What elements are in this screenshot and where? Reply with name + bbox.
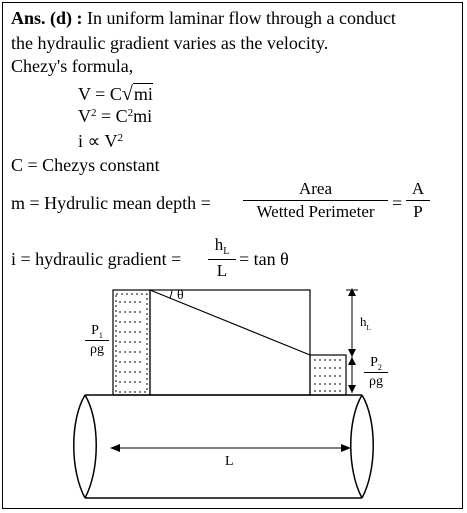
chezy-constant: C = Chezys constant xyxy=(11,155,160,175)
p1-num xyxy=(85,322,109,340)
eq2-mid: = C xyxy=(96,106,128,126)
hl-label xyxy=(360,312,371,334)
p2-over-rho-g xyxy=(364,354,388,390)
p2-sub: 2 xyxy=(377,363,382,372)
gradient-lhs: i = hydraulic gradient = xyxy=(11,249,182,269)
p2-p: P xyxy=(370,355,378,370)
hl-sub: L xyxy=(223,246,230,257)
theta-label: θ xyxy=(177,288,184,303)
radicand: mi xyxy=(133,84,153,104)
length-dimension xyxy=(110,444,351,452)
depth-lhs: m = Hydrulic mean depth = xyxy=(11,193,211,213)
hl-h: h xyxy=(214,235,224,254)
equation-v-lhs: V = C xyxy=(78,84,122,104)
right-piezometer xyxy=(310,355,346,395)
answer-text-1: In uniform laminar flow through a conduct xyxy=(87,8,396,28)
sqrt-sign: √ xyxy=(121,83,133,105)
eq2-right: mi xyxy=(133,106,153,126)
gradient-denominator: L xyxy=(216,261,228,280)
p2-den: ρg xyxy=(369,374,383,389)
hl-label-sub: L xyxy=(366,324,371,332)
left-piezometer xyxy=(113,290,150,395)
p1-den: ρg xyxy=(90,342,104,357)
eq2-sup: 2 xyxy=(91,107,97,119)
hl-h: h xyxy=(360,314,367,329)
depth-numerator: Area xyxy=(298,179,333,198)
p2-num xyxy=(364,354,388,372)
answer-line-2: the hydraulic gradient varies as the velocity. xyxy=(11,33,329,53)
depth-equals: = xyxy=(392,193,403,213)
p1-p: P xyxy=(91,323,99,338)
depth-numerator-a: A xyxy=(411,179,425,198)
answer-label: Ans. (d) : xyxy=(11,8,83,28)
chezy-heading: Chezy's formula, xyxy=(11,56,134,76)
depth-denominator: Wetted Perimeter xyxy=(256,202,375,221)
length-label: L xyxy=(225,454,234,469)
eq3-lhs: i ∝ V xyxy=(78,131,118,151)
eq3-sup: 2 xyxy=(117,132,124,144)
p1-over-rho-g xyxy=(85,322,109,358)
eq2-sup2: 2 xyxy=(127,107,134,119)
gradient-rhs: = tan θ xyxy=(239,249,289,269)
eq2-v: V xyxy=(78,106,91,126)
p1-sub: 1 xyxy=(98,331,103,340)
depth-denominator-p: P xyxy=(413,202,423,221)
hydraulic-grade-box xyxy=(150,290,310,395)
hl-dimension xyxy=(346,288,358,393)
